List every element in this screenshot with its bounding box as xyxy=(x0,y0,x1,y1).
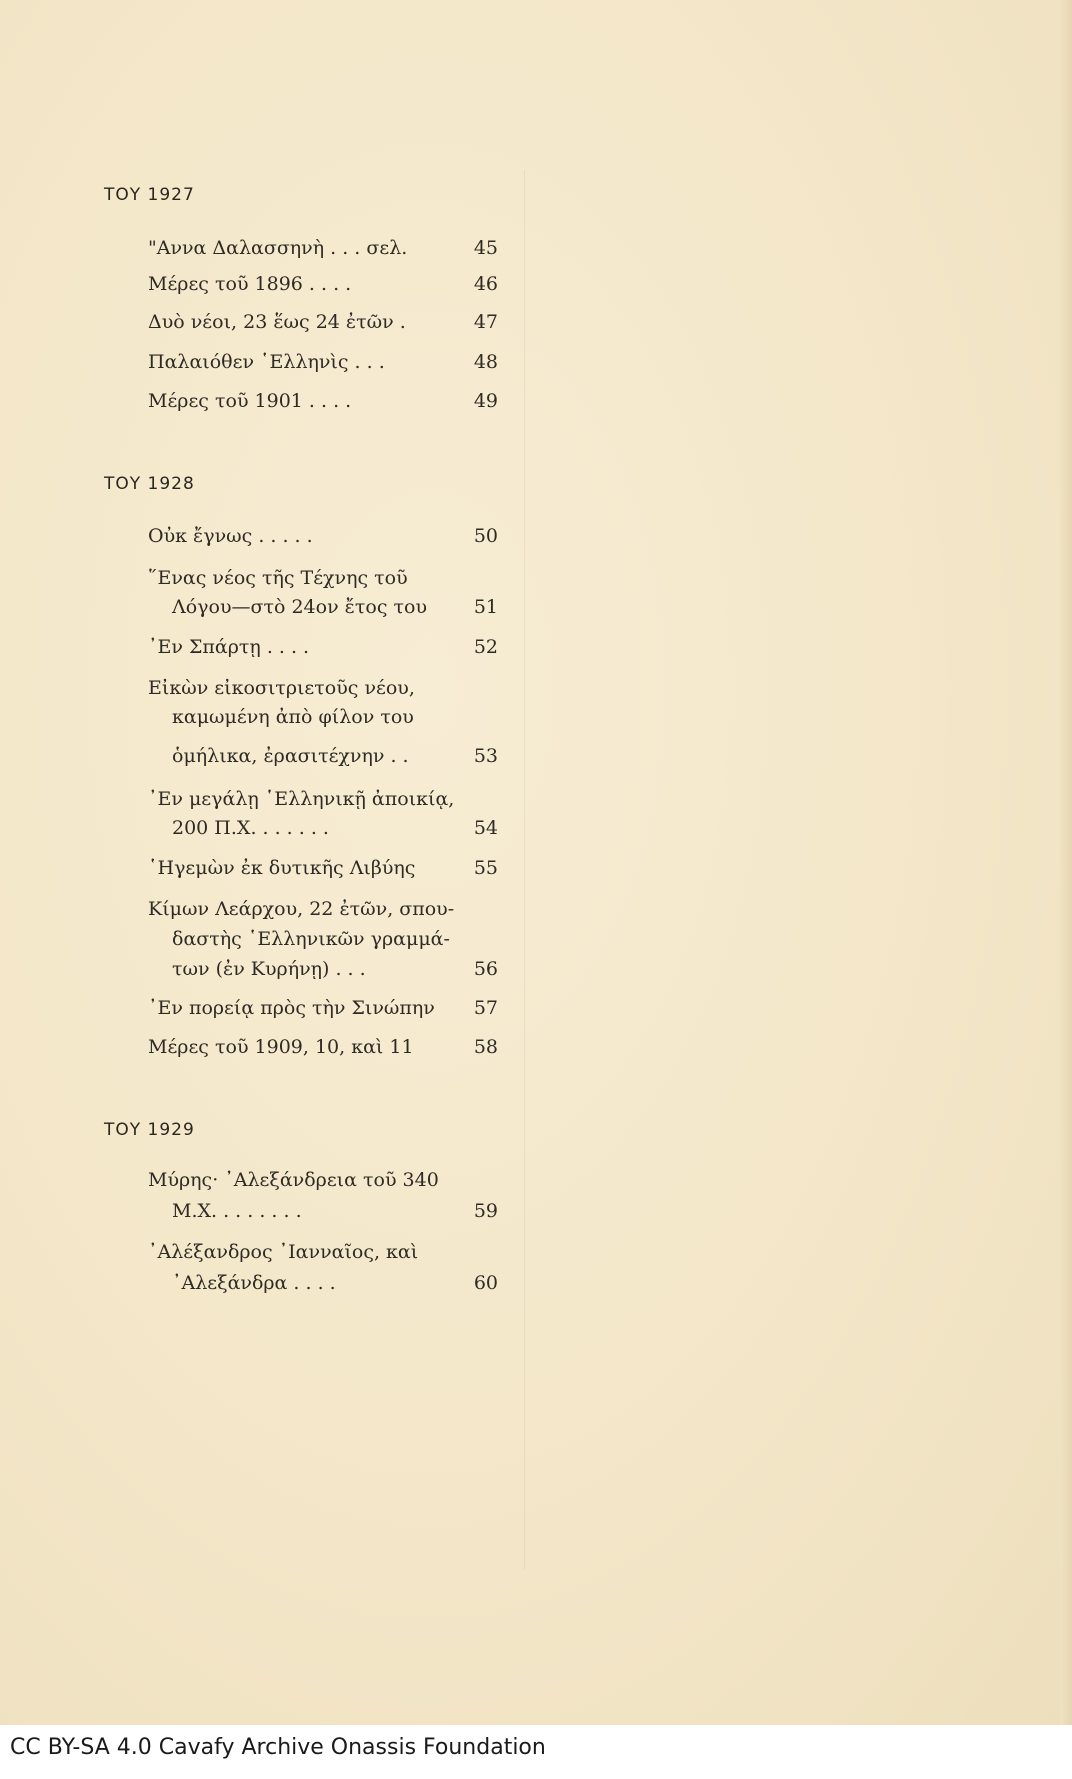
toc-entry-page: 57 xyxy=(473,997,498,1019)
toc-entry-title: Μέρες τοῦ 1909, 10, καὶ 11 xyxy=(148,1036,414,1058)
toc-entry-title-continued: Μ.Χ. . . . . . . . xyxy=(172,1200,302,1222)
toc-entry-title-continued: ᾿Αλεξάνδρα . . . . xyxy=(172,1272,336,1294)
toc-entry-page: 59 xyxy=(473,1200,498,1222)
toc-entry-title: ῾Ηγεμὼν ἐκ δυτικῆς Λιβύης xyxy=(148,857,416,879)
toc-entry-page: 48 xyxy=(473,351,498,373)
page-fold-shadow xyxy=(524,170,525,1570)
page-edge xyxy=(1060,0,1072,1725)
toc-entry-title: ᾿Αλέξανδρος ᾿Ιανναῖος, καὶ xyxy=(148,1241,419,1263)
section-heading-1927: ΤΟΥ 1927 xyxy=(104,185,195,205)
toc-entry-title: Εἰκὼν εἰκοσιτριετοῦς νέου, xyxy=(148,677,415,699)
toc-entry-page: 49 xyxy=(473,390,498,412)
toc-entry-page: 46 xyxy=(473,273,498,295)
toc-entry-title: ᾿Εν μεγάλῃ ῾Ελληνικῇ ἀποικίᾳ, xyxy=(148,788,455,810)
toc-entry-page: 52 xyxy=(473,636,498,658)
toc-entry-title-continued: των (ἐν Κυρήνῃ) . . . xyxy=(172,958,366,980)
toc-entry-title-continued: Λόγου—στὸ 24ον ἔτος του xyxy=(172,596,427,618)
toc-entry-title: Δυὸ νέοι, 23 ἕως 24 ἐτῶν . xyxy=(148,311,406,333)
toc-entry-page: 53 xyxy=(473,745,498,767)
toc-entry-page: 55 xyxy=(473,857,498,879)
toc-entry-title: "Αννα Δαλασσηνὴ . . . σελ. xyxy=(148,237,408,259)
toc-entry-title: Μύρης· ᾿Αλεξάνδρεια τοῦ 340 xyxy=(148,1169,439,1191)
toc-entry-title: ᾿Εν πορείᾳ πρὸς τὴν Σινώπην xyxy=(148,997,435,1019)
toc-entry-title: Οὐκ ἔγνως . . . . . xyxy=(148,525,313,547)
toc-entry-page: 58 xyxy=(473,1036,498,1058)
section-heading-1929: ΤΟΥ 1929 xyxy=(104,1120,195,1140)
toc-entry-title-continued: ὁμήλικα, ἐρασιτέχνην . . xyxy=(172,745,409,767)
section-heading-1928: ΤΟΥ 1928 xyxy=(104,474,195,494)
toc-entry-title: Παλαιόθεν ῾Ελληνὶς . . . xyxy=(148,351,385,373)
toc-entry-title: Μέρες τοῦ 1896 . . . . xyxy=(148,273,352,295)
toc-entry-page: 50 xyxy=(473,525,498,547)
toc-entry-page: 54 xyxy=(473,817,498,839)
license-footer: CC BY-SA 4.0 Cavafy Archive Onassis Foundation xyxy=(10,1735,546,1760)
toc-entry-title: ῞Ενας νέος τῆς Τέχνης τοῦ xyxy=(148,567,408,589)
toc-entry-page: 47 xyxy=(473,311,498,333)
toc-entry-page: 51 xyxy=(473,596,498,618)
toc-entry-title-continued: δαστὴς ῾Ελληνικῶν γραμμά- xyxy=(172,928,450,950)
toc-entry-title: ᾿Εν Σπάρτῃ . . . . xyxy=(148,636,310,658)
toc-entry-page: 45 xyxy=(473,237,498,259)
toc-entry-title: Μέρες τοῦ 1901 . . . . xyxy=(148,390,352,412)
toc-entry-title-continued: καμωμένη ἀπὸ φίλον του xyxy=(172,706,414,728)
toc-entry-page: 56 xyxy=(473,958,498,980)
toc-entry-page: 60 xyxy=(473,1272,498,1294)
toc-entry-title: Κίμων Λεάρχου, 22 ἐτῶν, σπου- xyxy=(148,898,455,920)
toc-entry-title-continued: 200 Π.Χ. . . . . . . xyxy=(172,817,329,839)
